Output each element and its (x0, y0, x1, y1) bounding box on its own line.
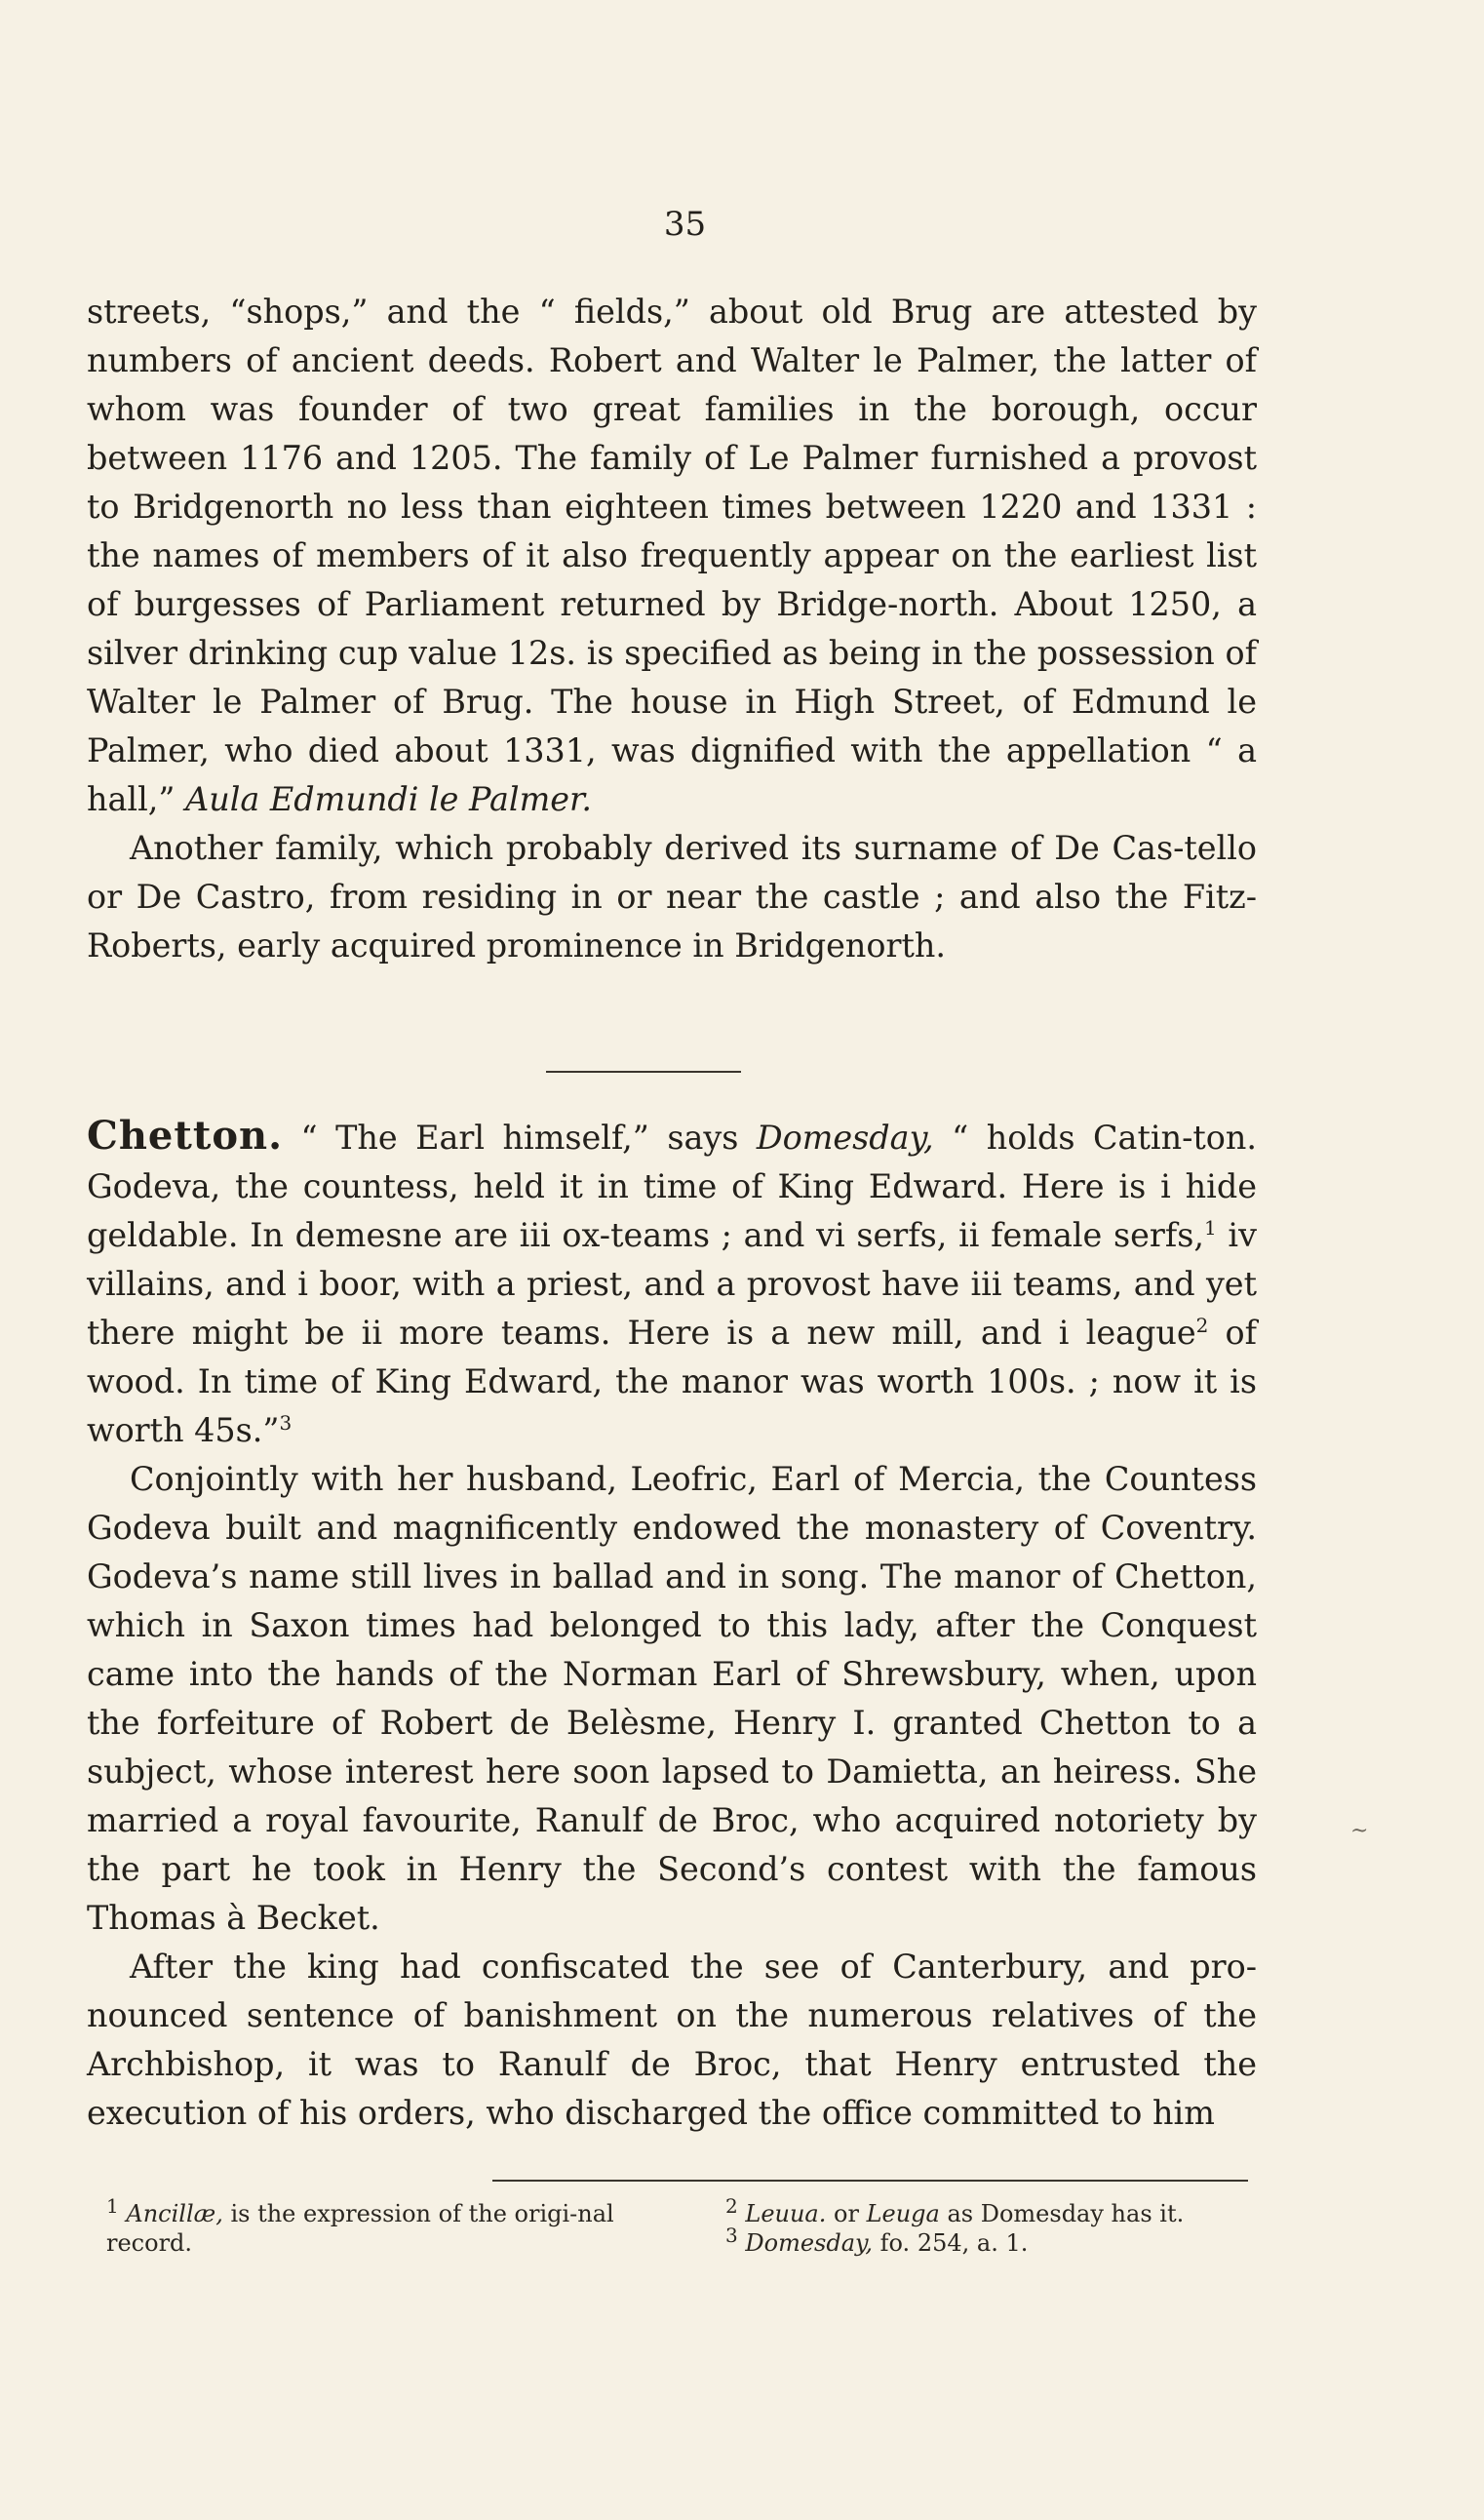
castello-paragraph: Another family, which probably derived its surname of De Cas-tello or De Castro, from residing in or near the castle ; and also the Fitz-Roberts, early acquired prominence in Bridgenorth. (87, 829, 1257, 965)
chetton-heading: Chetton. (87, 1113, 284, 1159)
chetton-text-2: “ holds Catin-ton. Godeva, the countess, held it in time of King Edward. Here is i hide geldable. In demesne are iii ox-teams ; and vi serfs, ii female serfs, (87, 1119, 1257, 1254)
chetton-text-4: of wood. In time of King Edward, the manor was worth 100s. ; now it is worth 45s.” (87, 1314, 1257, 1449)
footnote-3-number: 3 (725, 2224, 738, 2247)
footnote-ref-3: 3 (279, 1410, 293, 1435)
footnote-2-text: as Domesday has it. (939, 2200, 1185, 2227)
footnote-2-mid: or (826, 2200, 867, 2227)
footnote-2-number: 2 (725, 2194, 738, 2218)
footnote-3-text: fo. 254, a. 1. (873, 2229, 1029, 2257)
footnote-2 (725, 2194, 1271, 2228)
intro-section (87, 288, 1257, 970)
footnote-2-italic-b: Leuga (866, 2200, 940, 2227)
footnote-1-text: is the expression of the origi-nal record. (106, 2200, 614, 2257)
footnote-ref-1: 1 (1203, 1215, 1217, 1240)
footnote-1 (106, 2194, 677, 2258)
conjointly-paragraph: Conjointly with her husband, Leofric, Earl of Mercia, the Countess Godeva built and magnificently endowed the monastery of Coventry. Godeva’s name still lives in ballad and in song. The manor of Chetton, which in Saxon times had belonged to this lady, after the Conquest came into the hands of the Norman Earl of Shrewsbury, when, upon the forfeiture of Robert de Belèsme, Henry I. granted Chetton to a subject, whose interest here soon lapsed to Damietta, an heiress. She married a royal favourite, Ranulf de Broc, who acquired notoriety by the part he took in Henry the Second’s contest with the famous Thomas à Becket. (87, 1460, 1257, 1937)
footnotes-2-3 (725, 2194, 1271, 2258)
chetton-text-3: iv villains, and i boor, with a priest, and a provost have iii teams, and yet there might be ii more teams. Here is a new mill, and i league (87, 1216, 1257, 1352)
chetton-text-1: “ The Earl himself,” says (283, 1119, 757, 1157)
footnote-2-italic-a: Leuua. (745, 2200, 827, 2227)
page-number: 35 (663, 205, 707, 244)
intro-italic-tail: Aula Edmundi le Palmer. (185, 780, 592, 818)
footnote-1-italic: Ancillæ, (126, 2200, 223, 2227)
footnote-1-number: 1 (106, 2194, 119, 2218)
footnote-divider (492, 2180, 1248, 2182)
margin-mark: ~ (1350, 1819, 1369, 1843)
footnote-ref-2: 2 (1195, 1313, 1209, 1337)
intro-body: streets, “shops,” and the “ fields,” about old Brug are attested by numbers of ancient deeds. Robert and Walter le Palmer, the latter of whom was founder of two great families in the borough, occur between 1176 and 1205. The family of Le Palmer furnished a provost to Bridgenorth no less than eighteen times between 1220 and 1331 : the names of members of it also frequently appear on the earliest list of burgesses of Parliament returned by Bridge-north. About 1250, a silver drinking cup value 12s. is specified as being in the possession of Walter le Palmer of Brug. The house in High Street, of Edmund le Palmer, who died about 1331, was dignified with the appellation “ a hall,” (87, 293, 1257, 818)
chetton-domesday-italic: Domesday, (756, 1119, 934, 1157)
chetton-paragraph (87, 1112, 1257, 1455)
chetton-section (87, 1112, 1257, 2138)
footnote-3-italic: Domesday, (745, 2229, 874, 2257)
section-divider (546, 1071, 741, 1073)
after-king-paragraph: After the king had confiscated the see of Canterbury, and pro-nounced sentence of banishment on the numerous relatives of the Archbishop, it was to Ranulf de Broc, that Henry entrusted the execution of his orders, who discharged the office committed to him (87, 1948, 1257, 2132)
intro-paragraph (87, 288, 1257, 824)
footnote-3 (725, 2224, 1271, 2258)
